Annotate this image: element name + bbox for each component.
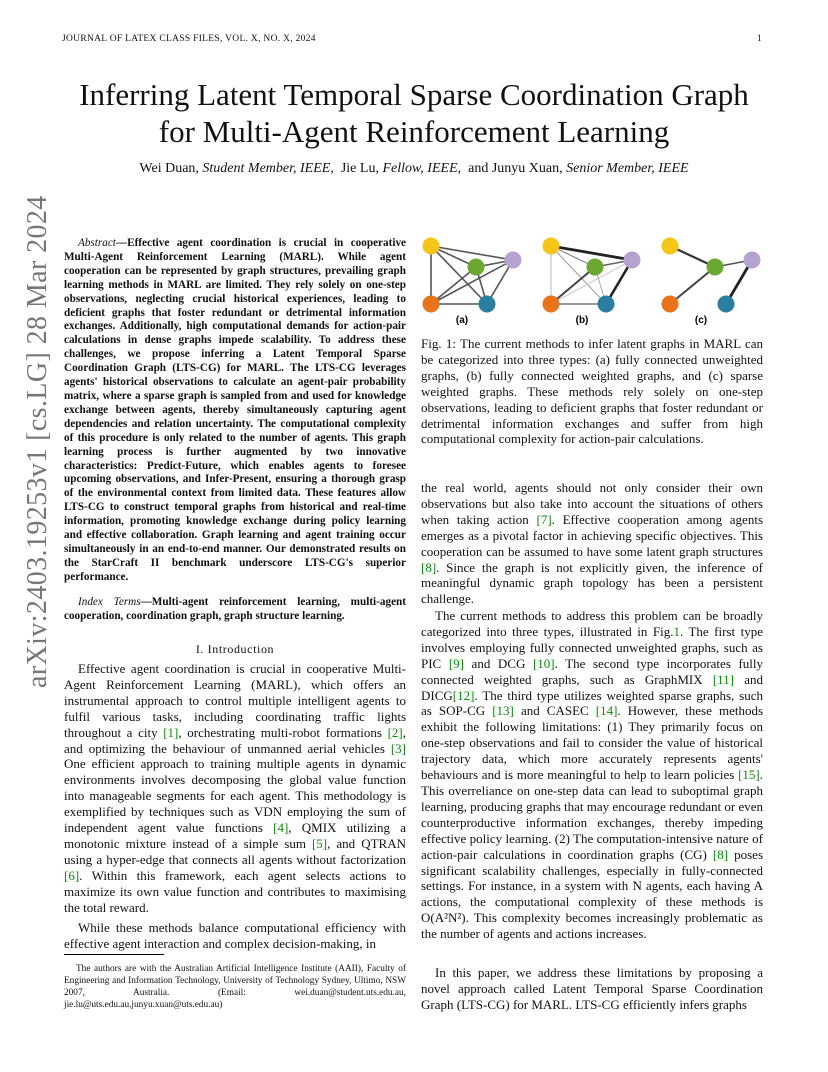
node-blue [598,296,615,313]
node-purple [744,252,761,269]
citation-link[interactable]: [13] [492,703,514,719]
paper-title: Inferring Latent Temporal Sparse Coordination Graph for Multi-Agent Reinforcement Learning [79,77,749,149]
node-blue [718,296,735,313]
footnote-rule [64,954,164,955]
citation-link[interactable]: [15] [738,767,760,783]
right-paragraph-2: The current methods to address this problem can be broadly categorized into three types, illustrated in Fig.1. The first type involves employing fully connected unweighted graphs, such as PIC [9] and DCG [10]. The second type incorporates fully connected weighted graphs, such as GraphMIX [11] and DICG[12]. The third type utilizes weighted sparse graphs, such as SOP-CG [13] and CASEC [14]. However, these methods exhibit the following limitations: (1) They primarily focus on one-step observations and fail to consider the value of historical trajectory data, which more accurately represents agents' behaviours and is more meaningful to help to learn policies [15]. This overreliance on one-step data can lead to suboptimal graph learning, producing graphs that may encourage redundant or even counterproductive information exchanges, thereby impeding effective policy learning. (2) The computation-intensive nature of action-pair calculations in coordination graphs (CG) [8] poses significant scalability challenges, especially in fully-connected settings. For instance, in a system with N agents, each having A actions, the computational complexity of these methods is O(A²N²). This complexity becomes increasingly problematic as the number of agents and actions increases. [421,608,764,942]
right-paragraph-3: In this paper, we address these limitations by proposing a novel approach called Latent Temporal Sparse Coordination Graph (LTS-CG) for MARL. LTS-CG efficiently infers graphs [421,965,763,1012]
graph-c [662,238,761,327]
graph-figure [417,232,763,330]
arxiv-stamp: arXiv:2403.19253v1 [cs.LG] 28 Mar 2024 [22,195,53,688]
abstract-label: Abstract [78,237,116,249]
author-2-role: Fellow, IEEE, [382,161,462,176]
author-1-role: Student Member, IEEE, [202,161,334,176]
author-3-name: and Junyu Xuan, [468,161,563,176]
citation-link[interactable]: [6] [64,867,80,883]
figure-label-c: (c) [694,315,708,326]
page-number: 1 [757,34,762,44]
node-purple [505,252,522,269]
intro-paragraph-1: Effective agent coordination is crucial in cooperative Multi-Agent Reinforcement Learning (MARL), which offers an instrumental approach to control multiple intelligent agents to fulfil various tasks, including coordinating traffic lights throughout a city [1], orchestrating multi-robot formations [2], and optimizing the behaviour of unmanned aerial vehicles [3] One efficient approach to training multiple agents in dynamic environments involves decomposing the global value function into manageable segments for each agent. This methodology is exemplified by techniques such as VDN employing the sum of independent agent value functions [4], QMIX utilizing a monotonic mixture instead of a simple sum [5], and QTRAN using a hyper-edge that connects all agents without factorization [6]. Within this framework, each agent selects actions to maximize its own value function and contributes to maximising the total reward. [64,661,406,915]
index-terms-text: —Multi-agent reinforcement learning, multi-agent cooperation, coordination graph, graph structure learning. [64,596,406,622]
citation-link[interactable]: [2] [387,724,403,740]
figure-caption: Fig. 1: The current methods to infer latent graphs in MARL can be categorized into three types: (a) fully connected unweighted graphs, (b) fully connected weighted graphs, and (c) sparse weighted graphs. These methods rely solely on one-step observations, leading to deficient graphs that foster redundant or detrimental information exchanges and suffer from high computational complexity for action-pair calculations. [421,336,763,447]
graph-a [423,238,522,327]
citation-link[interactable]: [1] [163,724,179,740]
intro-paragraph-2: While these methods balance computational efficiency with effective agent interaction and complex decision-making, in [64,920,406,951]
citation-link[interactable]: [3] [390,740,406,756]
citation-link[interactable]: [8] [421,559,437,575]
node-blue [479,296,496,313]
node-orange [423,296,440,313]
running-header: JOURNAL OF LATEX CLASS FILES, VOL. X, NO. X, 2024 [62,34,316,44]
citation-link[interactable]: [5] [311,835,328,851]
abstract-text: —Effective agent coordination is crucial in cooperative Multi-Agent Reinforcement Learning (MARL). While agent cooperation can be represented by graph structures, prevailing graph learning methods in MARL are limited. They rely solely on one-step observations, neglecting crucial historical experiences, leading to deficient graphs that foster redundant or detrimental information exchanges. Additionally, high computational demands for action-pair calculations in dense graphs impede scalability. To address these challenges, we propose inferring a Latent Temporal Sparse Coordination Graph (LTS-CG) for MARL. The LTS-CG leverages agents' historical observations to calculate an agent-pair probability matrix, where a sparse graph is sampled from and used for knowledge exchange between agents, thereby simultaneously capturing agent dependencies and relation uncertainty. The computational complexity of this procedure is only related to the number of agents. This graph learning process is further augmented by two innovative characteristics: Predict-Future, which enables agents to foresee upcoming observations, and Infer-Present, ensuring a thorough grasp of the environmental context from limited data. These features allow LTS-CG to construct temporal graphs from historical and real-time information, promoting knowledge exchange during policy learning and effective collaboration. Graph learning and agent training occur simultaneously in an end-to-end manner. Our demonstrated results on the StarCraft II benchmark underscore LTS-CG's superior performance. [64,237,406,583]
author-2-name: Jie Lu, [340,161,379,176]
right-paragraph-1: the real world, agents should not only consider their own observations but also take into account the situations of others when taking action [7]. Effective cooperation among agents emerges as a pivotal factor in achieving specific objectives. This cooperation can be assumed to have some latent graph structures [8]. Since the graph is not explicitly given, the inference of meaningful dynamic graph topology has been a persistent challenge. [421,480,764,607]
node-purple [624,252,641,269]
abstract [64,237,406,585]
node-orange [543,296,560,313]
node-yellow [423,238,440,255]
author-list [60,161,768,177]
citation-link[interactable]: [12] [452,687,475,703]
index-terms [64,596,406,624]
node-green [587,259,604,276]
figure-label-b: (b) [575,315,589,326]
node-orange [662,296,679,313]
citation-link[interactable]: [8] [712,846,729,862]
section-heading: I. Introduction [195,642,275,656]
citation-link[interactable]: [11] [712,671,735,687]
node-yellow [543,238,560,255]
figure-link[interactable]: 1 [673,623,680,639]
author-1-name: Wei Duan, [139,161,199,176]
citation-link[interactable]: [7] [536,511,552,527]
citation-link[interactable]: [4] [273,820,289,836]
figure-1 [417,232,763,330]
citation-link[interactable]: [10] [532,655,555,671]
author-3-role: Senior Member, IEEE [566,161,689,176]
figure-label-a: (a) [455,315,469,326]
author-footnote: The authors are with the Australian Artificial Intelligence Institute (AAII), Faculty of Engineering and Information Technology, University of Technology Sydney, Ultimo, NSW 2007, Australia. (Email: wei.duan@student.uts.edu.au, jie.lu@uts.edu.au,junyu.xuan@uts.edu.au) [64,964,406,1010]
citation-link[interactable]: [9] [448,655,464,671]
node-yellow [662,238,679,255]
citation-link[interactable]: [14] [595,703,618,719]
node-green [707,259,724,276]
index-terms-label: Index Terms [78,596,141,608]
